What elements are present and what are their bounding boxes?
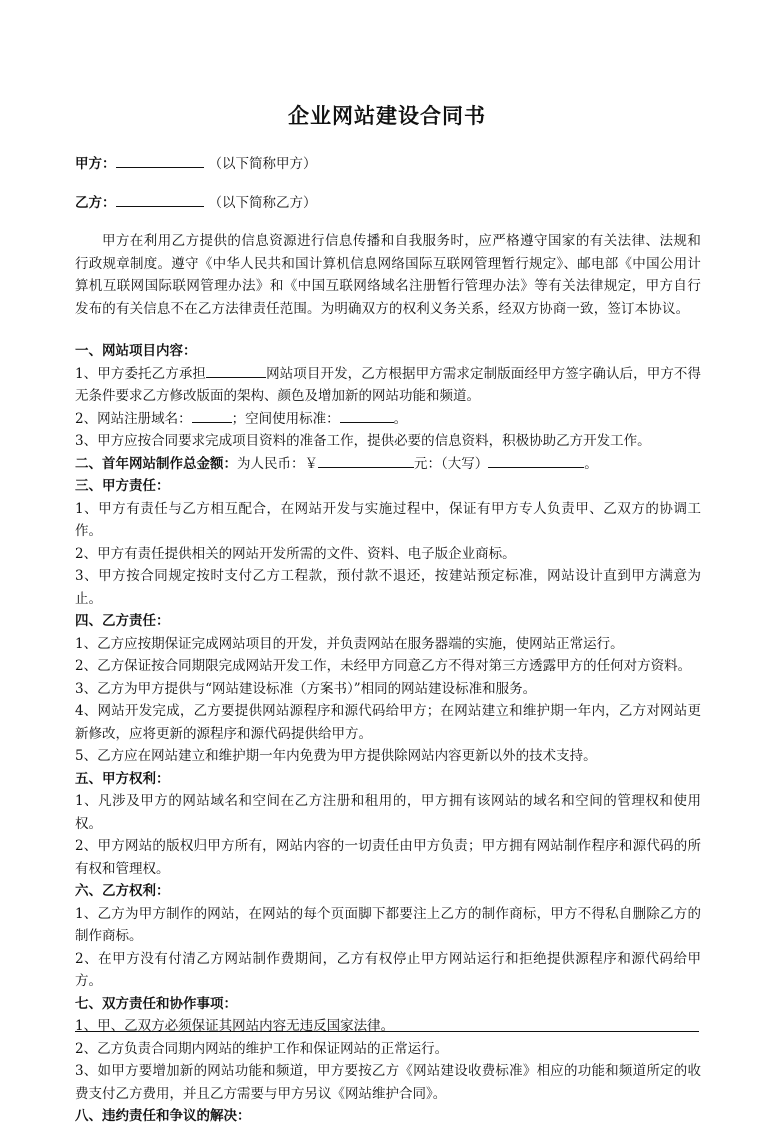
- party-b-note: （以下简称乙方）: [208, 195, 317, 211]
- footer-divider: [75, 1031, 699, 1032]
- section-1-item-3: 3、甲方应按合同要求完成项目资料的准备工作，提供必要的信息资料，积极协助乙方开发工作。: [75, 433, 651, 449]
- party-b-line: [75, 192, 317, 213]
- section-6-item: 2、在甲方没有付清乙方网站制作费期间，乙方有权停止甲方网站运行和拒绝提供源程序和源代码给甲方。: [75, 950, 701, 989]
- section-3-heading: 三、甲方责任：: [75, 478, 170, 494]
- section-2-text-b: 元：（大写）: [414, 455, 489, 472]
- section-7-item: 3、如甲方要增加新的网站功能和频道，甲方要按乙方《网站建设收费标准》相应的功能和频道所定的收费支付乙方费用，并且乙方需要与甲方另议《网站维护合同》。: [75, 1063, 701, 1102]
- amount-uppercase-blank[interactable]: [488, 453, 584, 468]
- space-standard-blank[interactable]: [340, 408, 394, 423]
- section-1-item-1-text-b: 网站项目开发，乙方根据甲方需求定制版面经甲方签字确认后，甲方不得无条件要求乙方修改版面的架构、颜色及增加新的网站功能和频道。: [75, 365, 702, 404]
- section-5-heading: 五、甲方权利：: [75, 770, 170, 787]
- section-4-item: 2、乙方保证按合同期限完成网站开发工作，未经甲方同意乙方不得对第三方透露甲方的任何对方资料。: [75, 658, 692, 674]
- amount-number-blank[interactable]: [318, 453, 414, 468]
- party-b-label: 乙方：: [75, 195, 116, 211]
- section-2-heading: 二、首年网站制作总金额：: [75, 455, 237, 472]
- party-a-note: （以下简称甲方）: [208, 156, 317, 172]
- section-4-item: 5、乙方应在网站建立和维护期一年内免费为甲方提供除网站内容更新以外的技术支持。: [75, 748, 597, 764]
- section-1-item-2-text-a: 2、网站注册域名：: [75, 410, 192, 427]
- section-4-item: 3、乙方为甲方提供与“网站建设标准（方案书）”相同的网站建设标准和服务。: [75, 680, 537, 697]
- section-3-item: 3、甲方按合同规定按时支付乙方工程款，预付款不退还，按建站预定标准，网站设计直到甲方满意为止。: [75, 568, 701, 607]
- section-1-item-2-text-c: 。: [393, 410, 408, 427]
- contract-sections: [75, 340, 701, 1128]
- party-b-blank[interactable]: [116, 192, 204, 207]
- section-4-item: 4、网站开发完成，乙方要提供网站源程序和源代码给甲方；在网站建立和维护期一年内，乙方对网站更新修改，应将更新的源程序和源代码提供给甲方。: [75, 703, 701, 742]
- section-6-item: 1、乙方为甲方制作的网站，在网站的每个页面脚下都要注上乙方的制作商标，甲方不得私自删除乙方的制作商标。: [75, 905, 701, 944]
- document-title: 企业网站建设合同书: [288, 104, 486, 128]
- section-7-item: 2、乙方负责合同期内网站的维护工作和保证网站的正常运行。: [75, 1040, 449, 1057]
- section-8-heading: 八、违约责任和争议的解决：: [75, 1108, 251, 1124]
- party-a-line: [75, 153, 317, 174]
- section-5-item: 1、凡涉及甲方的网站域名和空间在乙方注册和租用的，甲方拥有该网站的域名和空间的管理权和使用权。: [75, 793, 701, 832]
- section-3-item: 1、甲方有责任与乙方相互配合，在网站开发与实施过程中，保证有甲方专人负责甲、乙双方的协调工作。: [75, 500, 701, 539]
- domain-blank[interactable]: [192, 408, 232, 423]
- section-3-item: 2、甲方有责任提供相关的网站开发所需的文件、资料、电子版企业商标。: [75, 545, 516, 562]
- party-a-label: 甲方：: [75, 156, 116, 172]
- section-1-heading: 一、网站项目内容：: [75, 343, 197, 359]
- section-2-line: [75, 453, 701, 476]
- section-7-item: 1、甲、乙双方必须保证其网站内容无违反国家法律。: [75, 1018, 395, 1034]
- section-7-heading: 七、双方责任和协作事项：: [75, 995, 237, 1012]
- party-a-blank[interactable]: [116, 153, 204, 168]
- section-4-item: 1、乙方应按期保证完成网站项目的开发，并负责网站在服务器端的实施，使网站正常运行。: [75, 635, 624, 652]
- section-1-item-2: [75, 408, 701, 431]
- section-1-item-1-text-a: 1、甲方委托乙方承担: [75, 365, 207, 382]
- section-1-item-2-text-b: ；空间使用标准：: [231, 410, 340, 427]
- section-4-heading: 四、乙方责任：: [75, 613, 170, 629]
- intro-paragraph: 甲方在利用乙方提供的信息资源进行信息传播和自我服务时，应严格遵守国家的有关法律、法规和行政规章制度。遵守《中华人民共和国计算机信息网络国际互联网管理暂行规定》、邮电部《中国公用计算机互联网国际联网管理办法》和《中国互联网络域名注册暂行管理办法》等有关法律规定，甲方自行发布的有关信息不在乙方法律责任范围。为明确双方的权利义务关系，经双方协商一致，签订本协议。: [75, 233, 701, 317]
- project-name-blank[interactable]: [206, 363, 266, 378]
- section-2-text-c: 。: [584, 455, 598, 472]
- section-1-item-1: [75, 363, 701, 408]
- section-5-item: 2、甲方网站的版权归甲方所有，网站内容的一切责任由甲方负责；甲方拥有网站制作程序和源代码的所有权和管理权。: [75, 838, 701, 877]
- section-6-heading: 六、乙方权利：: [75, 883, 170, 899]
- section-2-text-a: 为人民币：￥: [237, 455, 318, 472]
